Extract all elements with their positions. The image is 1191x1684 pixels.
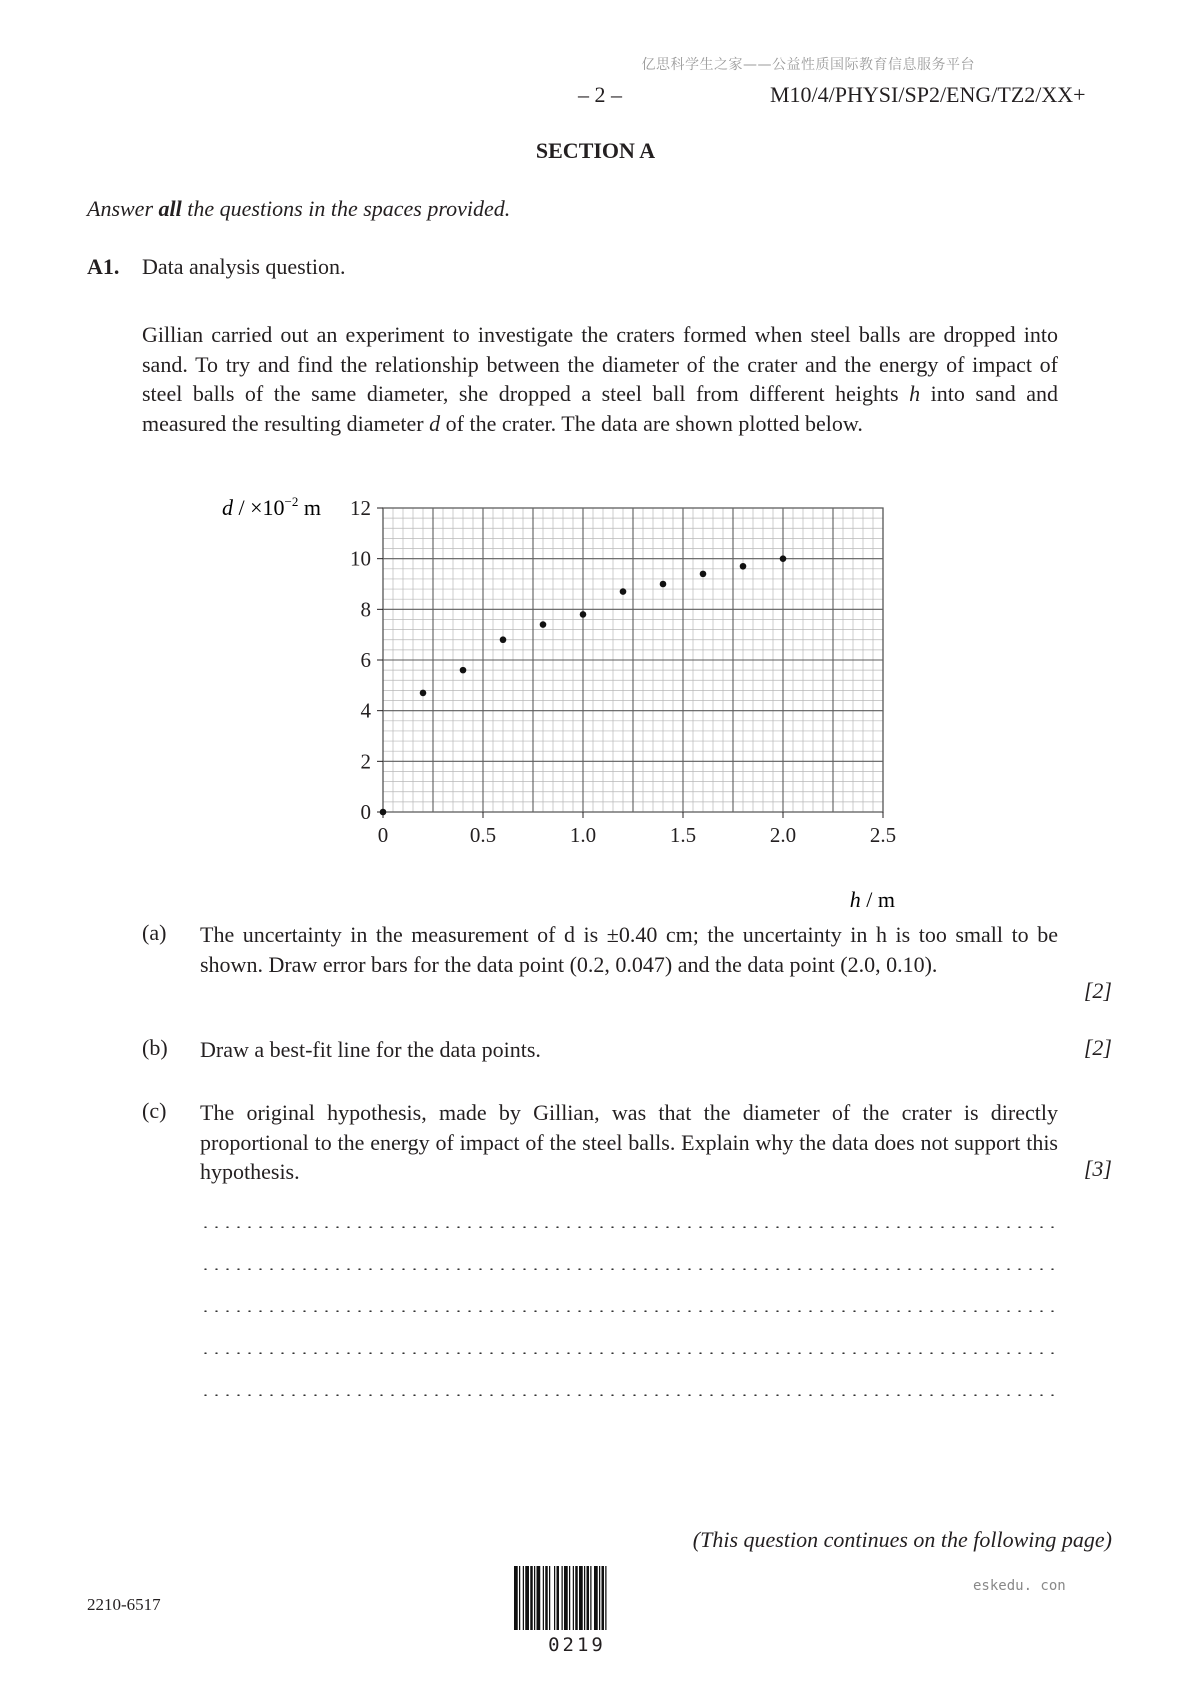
answer-line[interactable] — [200, 1394, 1058, 1396]
watermark-text: 亿思科学生之家——公益性质国际教育信息服务平台 — [641, 57, 975, 73]
continues-note: (This question continues on the following page) — [692, 1527, 1112, 1552]
data-point — [460, 667, 467, 674]
barcode-bar — [587, 1566, 590, 1630]
part-a-marks: [2] — [1083, 978, 1112, 1003]
data-point — [620, 588, 627, 595]
x-tick-label: 1.0 — [569, 823, 597, 847]
instructions: Answer all the questions in the spaces provided. — [87, 196, 511, 221]
question-title: Data analysis question. — [142, 254, 346, 279]
data-point — [500, 636, 507, 643]
x-tick-label: 1.5 — [669, 823, 697, 847]
y-tick-label: 0 — [360, 800, 371, 824]
barcode-bar — [557, 1566, 560, 1630]
barcode-bar — [523, 1566, 524, 1630]
barcode-bar — [514, 1566, 518, 1630]
x-axis-label: h / m — [849, 887, 895, 912]
barcode-bar — [545, 1566, 548, 1630]
barcode-bar — [519, 1566, 520, 1630]
x-tick-labels — [378, 823, 896, 847]
x-tick-label: 2.0 — [769, 823, 797, 847]
answer-line[interactable] — [200, 1226, 1058, 1228]
barcode-bar — [575, 1566, 578, 1630]
barcode-bar — [562, 1566, 563, 1630]
x-tick-label: 2.5 — [869, 823, 897, 847]
site-watermark: eskedu. con — [973, 1578, 1066, 1594]
barcode-bar — [537, 1566, 541, 1630]
part-a-label: (a) — [142, 920, 167, 945]
barcode-bar — [579, 1566, 583, 1630]
data-point — [380, 809, 387, 816]
question-intro: Gillian carried out an experiment to investigate the craters formed when steel balls are dropped into sand. To try and find the relationship between the diameter of the crater and the energy of impact of steel balls of the same diameter, she dropped a steel ball from different heights h into sand and measured the resulting diameter d of the crater. The data are shown plotted below. — [142, 322, 1058, 436]
scatter-chart — [200, 480, 980, 920]
y-axis-label: $d / \times 10^{-2}$ m — [222, 494, 321, 520]
barcode-bar — [599, 1566, 600, 1630]
barcode-bar — [584, 1566, 585, 1630]
barcode — [512, 1566, 642, 1630]
data-point — [580, 611, 587, 618]
answer-line[interactable] — [200, 1268, 1058, 1270]
part-b-marks: [2] — [1083, 1035, 1112, 1060]
paper-reference: 2210-6517 — [87, 1595, 161, 1614]
y-tick-label: 6 — [360, 648, 371, 672]
x-tick-label: 0 — [377, 823, 389, 847]
part-c-text: The original hypothesis, made by Gillian, was that the diameter of the crater is directly proportional to the energy of impact of the steel balls. Explain why the data does not support this hypothesis. — [200, 1100, 1058, 1184]
y-tick-label: 12 — [350, 496, 371, 520]
barcode-bar — [554, 1566, 555, 1630]
barcode-bar — [549, 1566, 550, 1630]
part-c-label: (c) — [142, 1098, 167, 1123]
section-title: SECTION A — [535, 138, 656, 163]
part-a-text: The uncertainty in the measurement of d is ±0.40 cm; the uncertainty in h is too small to be shown. Draw error bars for the data point (0.2, 0.047) and the data point (2.0, 0.10). — [200, 922, 1058, 977]
page-number: – 2 – — [578, 82, 622, 107]
barcode-bar — [605, 1566, 606, 1630]
data-point — [660, 581, 667, 588]
data-point — [420, 690, 427, 697]
answer-line[interactable] — [200, 1352, 1058, 1354]
paper-code: M10/4/PHYSI/SP2/ENG/TZ2/XX+ — [770, 82, 1086, 107]
major-gridlines — [383, 508, 883, 812]
barcode-bar — [564, 1566, 568, 1630]
data-point — [700, 571, 707, 578]
barcode-bar — [573, 1566, 574, 1630]
barcode-bar — [590, 1566, 591, 1630]
y-tick-label: 8 — [360, 597, 371, 622]
barcode-bar — [569, 1566, 570, 1630]
y-tick-labels — [350, 496, 372, 824]
barcode-number: 0219 — [548, 1634, 606, 1656]
question-number: A1. — [87, 254, 120, 279]
barcode-bar — [534, 1566, 535, 1630]
data-point — [740, 563, 747, 570]
part-b-label: (b) — [142, 1035, 168, 1060]
y-tick-label: 2 — [360, 749, 371, 774]
barcode-bar — [525, 1566, 529, 1630]
part-c-marks: [3] — [1083, 1156, 1112, 1181]
data-point — [780, 555, 787, 562]
part-b-text: Draw a best-fit line for the data points. — [200, 1037, 541, 1062]
x-tick-label: 0.5 — [469, 823, 497, 847]
y-tick-label: 4 — [360, 698, 371, 723]
y-tick-label: 10 — [350, 546, 371, 571]
answer-line[interactable] — [200, 1310, 1058, 1312]
barcode-bar — [543, 1566, 544, 1630]
barcode-bar — [594, 1566, 598, 1630]
barcode-bar — [602, 1566, 605, 1630]
barcode-bar — [530, 1566, 533, 1630]
data-point — [540, 621, 547, 628]
